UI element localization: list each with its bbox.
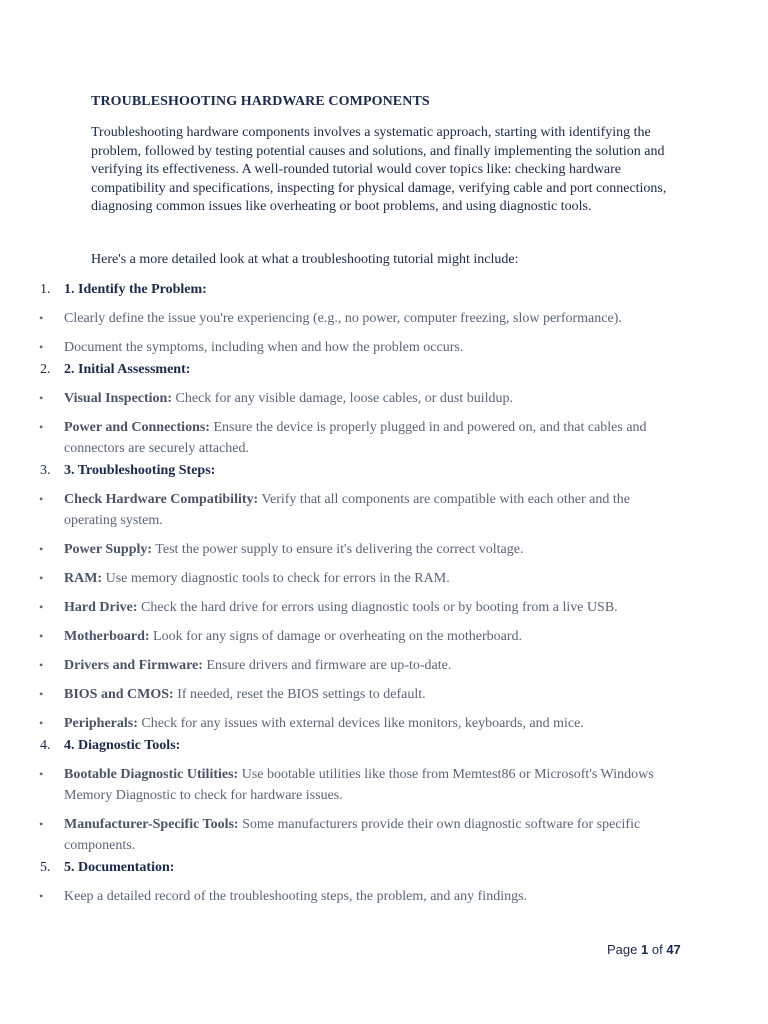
step-number: 4.: [40, 738, 51, 753]
bullet-icon: •: [39, 420, 44, 434]
bullet-icon: •: [39, 767, 44, 781]
item-label: Drivers and Firmware:: [64, 658, 203, 673]
step-block: [0, 461, 768, 734]
list-item: [0, 713, 678, 734]
step-block: [0, 736, 768, 856]
item-text: Ensure drivers and firmware are up-to-date.: [206, 658, 452, 673]
item-text: Document the symptoms, including when and how the problem occurs.: [64, 340, 464, 355]
step-number: 2.: [40, 362, 51, 377]
bullet-icon: •: [39, 889, 44, 903]
item-text: Use bootable utilities like those from Memtest86 or Microsoft's Windows Memory Diagnostic to check for hardware issues.: [64, 767, 654, 803]
step-title: 4. Diagnostic Tools:: [64, 738, 181, 753]
page-word: Page: [607, 942, 638, 957]
item-label: BIOS and CMOS:: [64, 687, 174, 702]
item-text: Ensure the device is properly plugged in and powered on, and that cables and connectors are securely attached.: [64, 420, 647, 456]
step-block: [0, 360, 768, 459]
item-label: Bootable Diagnostic Utilities:: [64, 767, 239, 782]
bullet-icon: •: [39, 716, 44, 730]
item-text: Test the power supply to ensure it's delivering the correct voltage.: [155, 542, 524, 557]
step-block: [0, 280, 768, 358]
item-label: Peripherals:: [64, 716, 138, 731]
item-label: Hard Drive:: [64, 600, 138, 615]
item-label: RAM:: [64, 571, 103, 586]
lead-paragraph: Here's a more detailed look at what a troubleshooting tutorial might include:: [91, 252, 519, 267]
item-text: If needed, reset the BIOS settings to default.: [177, 687, 426, 702]
of-word: of: [651, 942, 663, 957]
bullet-icon: •: [39, 658, 44, 672]
bullet-icon: •: [39, 571, 44, 585]
list-item: [0, 568, 678, 589]
list-item: [0, 886, 678, 907]
step-title: 2. Initial Assessment:: [64, 362, 191, 377]
step-heading: [0, 360, 768, 380]
step-title: 5. Documentation:: [64, 860, 175, 875]
steps-list: [0, 280, 768, 907]
item-label: Check Hardware Compatibility:: [64, 492, 259, 507]
step-heading: [0, 736, 768, 756]
step-number: 3.: [40, 463, 51, 478]
item-label: Visual Inspection:: [64, 391, 173, 406]
list-item: [0, 489, 678, 531]
item-text: Use memory diagnostic tools to check for errors in the RAM.: [105, 571, 450, 586]
bullet-icon: •: [39, 629, 44, 643]
total-pages-number: 47: [666, 942, 681, 957]
bullet-icon: •: [39, 311, 44, 325]
list-item: [0, 764, 678, 806]
current-page-number: 1: [641, 942, 649, 957]
list-item: [0, 814, 678, 856]
item-label: Manufacturer-Specific Tools:: [64, 817, 239, 832]
item-text: Check for any issues with external devices like monitors, keyboards, and mice.: [141, 716, 584, 731]
list-item: [0, 417, 678, 459]
list-item: [0, 539, 678, 560]
intro-paragraph: Troubleshooting hardware components involves a systematic approach, starting with identifying the problem, followed by testing potential causes and solutions, and finally implementing the solution and verifying its effectiveness. A well-rounded tutorial would cover topics like: checking hardware compatibility and specifications, inspecting for physical damage, verifying cable and port connections, diagnosing common issues like overheating or boot problems, and using diagnostic tools.: [91, 125, 667, 214]
bullet-icon: •: [39, 340, 44, 354]
item-text: Check for any visible damage, loose cables, or dust buildup.: [175, 391, 513, 406]
item-text: Check the hard drive for errors using diagnostic tools or by booting from a live USB.: [140, 600, 618, 615]
step-heading: [0, 858, 768, 878]
step-number: 1.: [40, 282, 51, 297]
list-item: [0, 684, 678, 705]
list-item: [0, 337, 678, 358]
step-heading: [0, 461, 768, 481]
list-item: [0, 308, 678, 329]
item-text: Clearly define the issue you're experiencing (e.g., no power, computer freezing, slow performance).: [64, 311, 622, 326]
step-block: [0, 858, 768, 907]
item-text: Some manufacturers provide their own diagnostic software for specific components.: [64, 817, 641, 853]
item-text: Keep a detailed record of the troubleshooting steps, the problem, and any findings.: [64, 889, 528, 904]
bullet-icon: •: [39, 600, 44, 614]
step-title: 1. Identify the Problem:: [64, 282, 207, 297]
list-item: [0, 655, 678, 676]
list-item: [0, 388, 678, 409]
bullet-icon: •: [39, 817, 44, 831]
item-label: Power Supply:: [64, 542, 153, 557]
list-item: [0, 626, 678, 647]
bullet-icon: •: [39, 391, 44, 405]
item-text: Verify that all components are compatible with each other and the operating system.: [64, 492, 630, 528]
list-item: [0, 597, 678, 618]
bullet-icon: •: [39, 542, 44, 556]
item-label: Motherboard:: [64, 629, 150, 644]
item-text: Look for any signs of damage or overheating on the motherboard.: [153, 629, 522, 644]
item-label: Power and Connections:: [64, 420, 210, 435]
bullet-icon: •: [39, 687, 44, 701]
step-title: 3. Troubleshooting Steps:: [64, 463, 216, 478]
step-heading: [0, 280, 768, 300]
bullet-icon: •: [39, 492, 44, 506]
page-footer: [607, 942, 681, 957]
step-number: 5.: [40, 860, 51, 875]
document-title: TROUBLESHOOTING HARDWARE COMPONENTS: [91, 94, 430, 109]
